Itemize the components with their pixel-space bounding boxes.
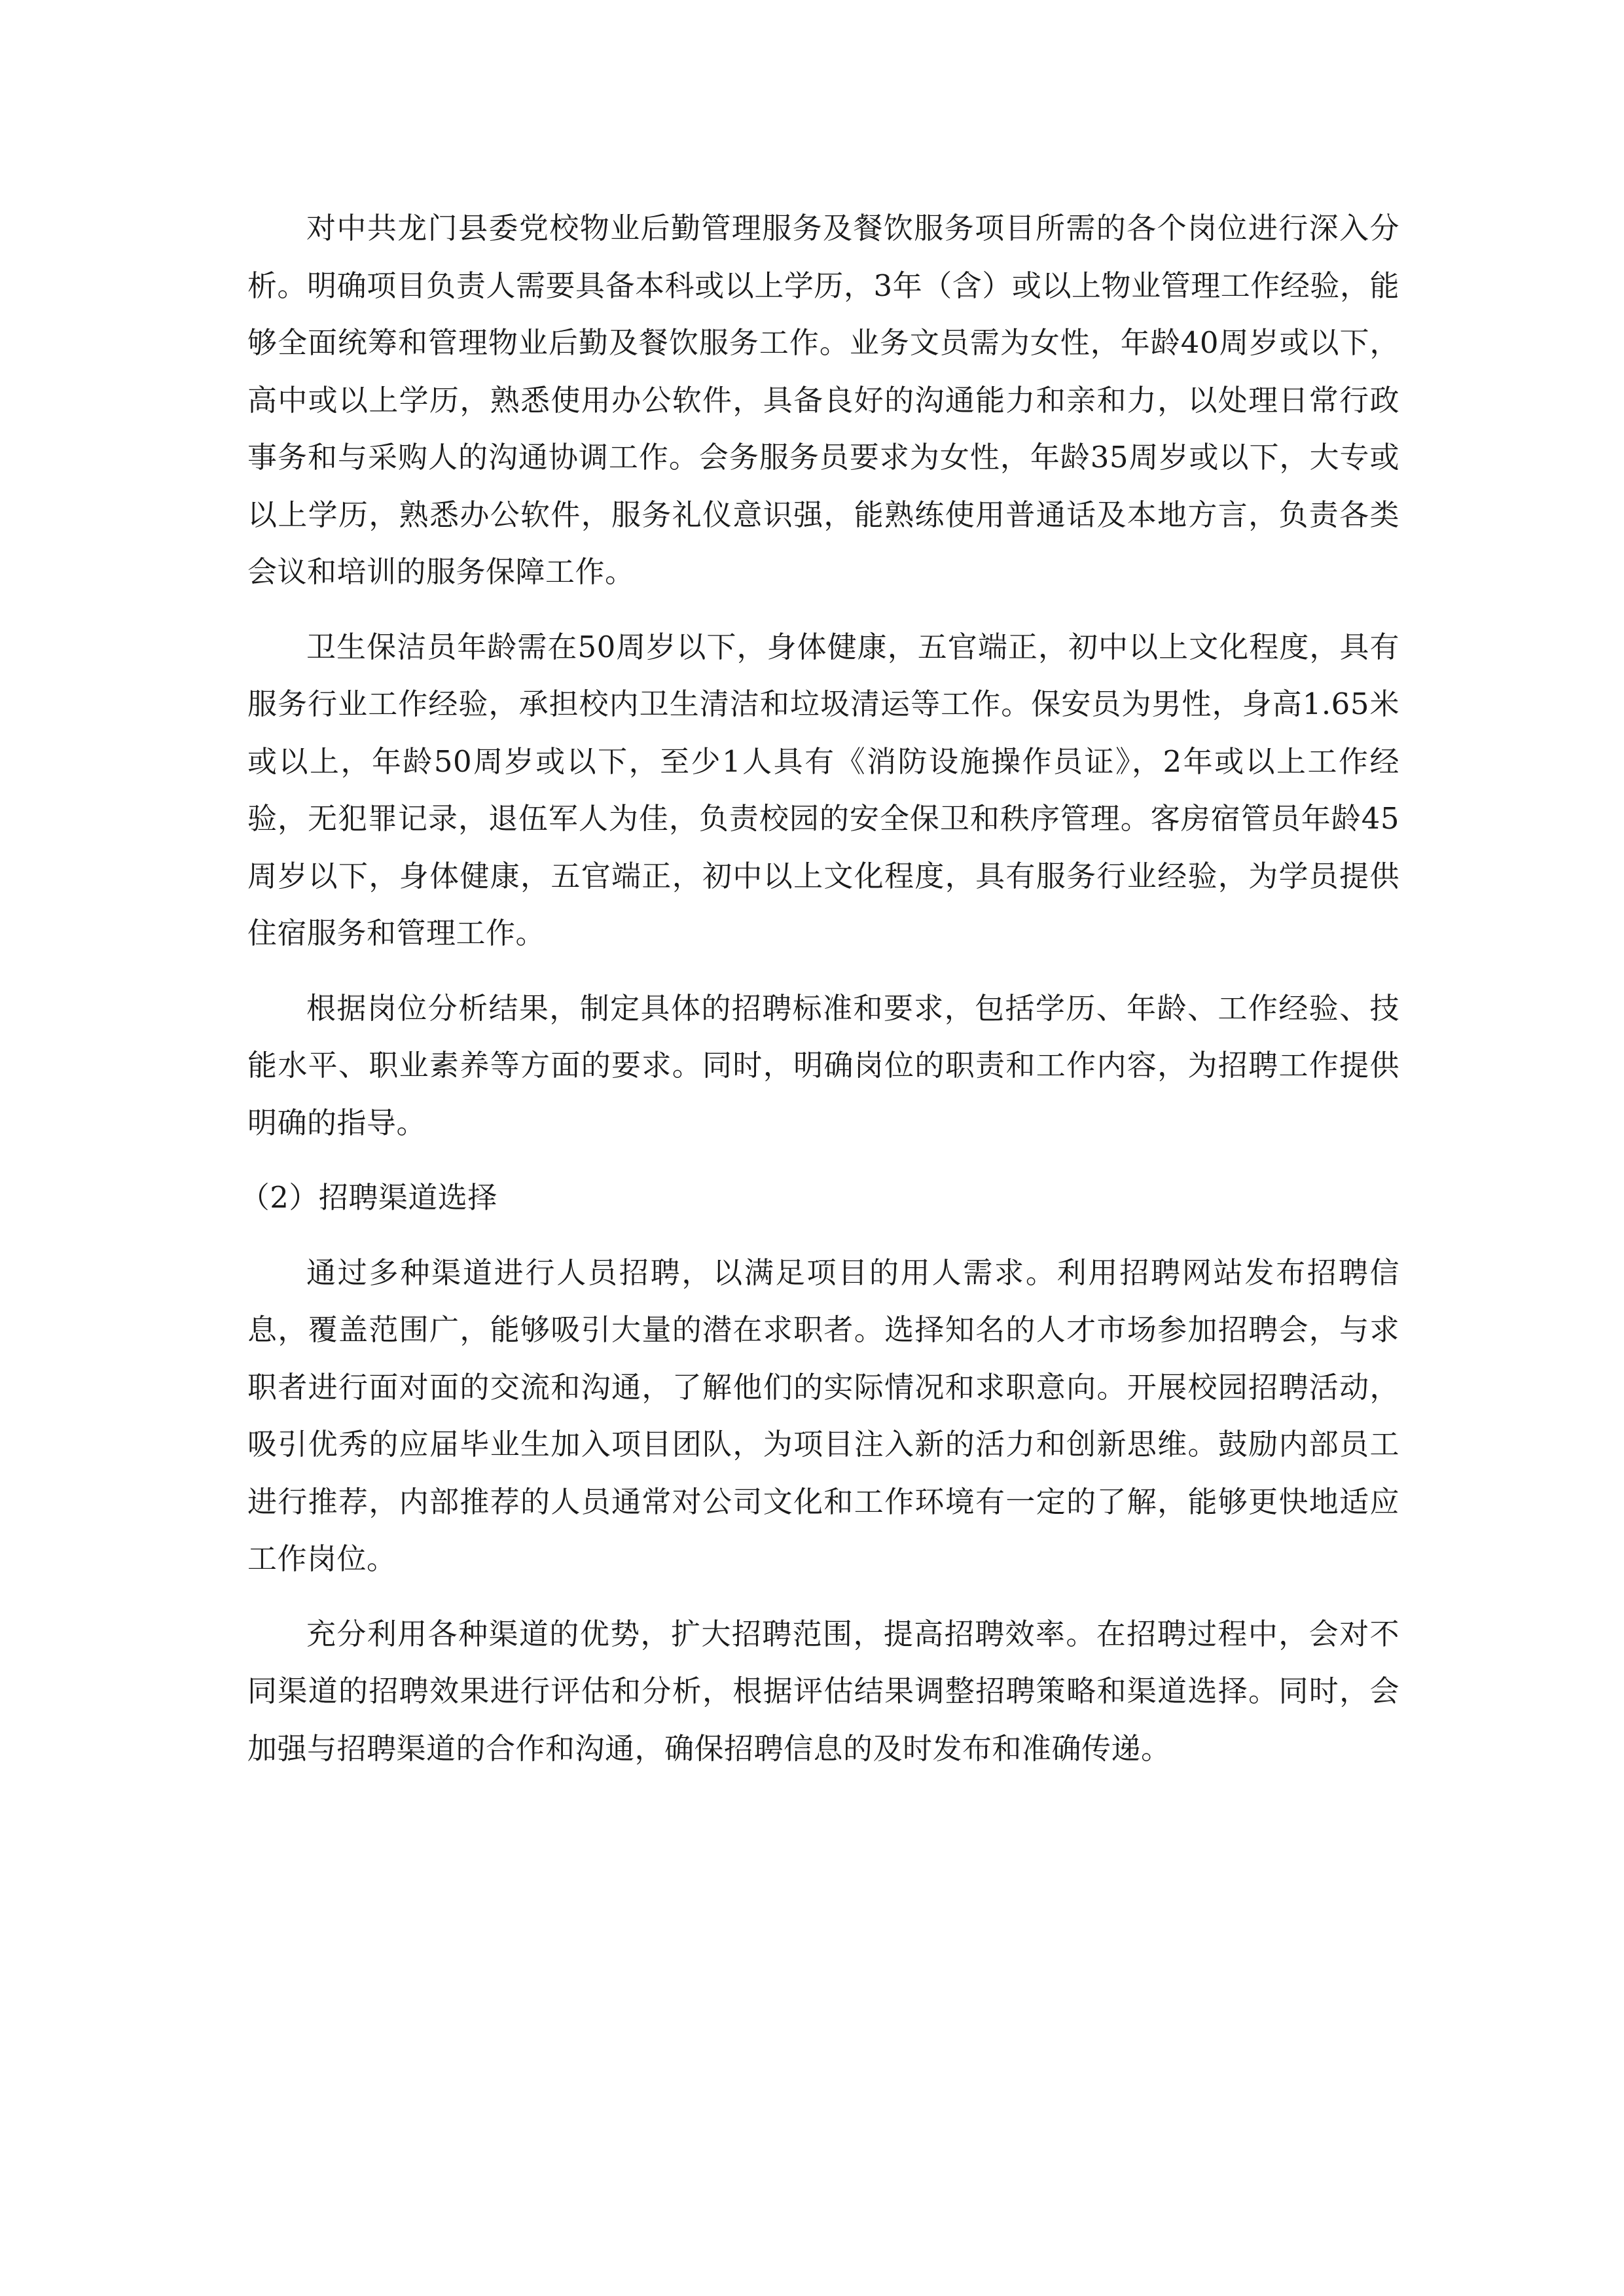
document-body: [240, 200, 1399, 1795]
section-heading-recruitment-channels: （2）招聘渠道选择: [240, 1180, 497, 1215]
paragraph-cleaning-security-staff: 卫生保洁员年龄需在50周岁以下，身体健康，五官端正，初中以上文化程度，具有服务行业工作经验，承担校内卫生清洁和垃圾清运等工作。保安员为男性，身高1.65米或以上，年龄50周岁或以下，至少1人具有《消防设施操作员证》，2年或以上工作经验，无犯罪记录，退伍军人为佳，负责校园的安全保卫和秩序管理。客房宿管员年龄45周岁以下，身体健康，五官端正，初中以上文化程度，具有服务行业经验，为学员提供住宿服务和管理工作。: [247, 629, 1399, 950]
paragraph-job-analysis: 对中共龙门县委党校物业后勤管理服务及餐饮服务项目所需的各个岗位进行深入分析。明确项目负责人需要具备本科或以上学历，3年（含）或以上物业管理工作经验，能够全面统筹和管理物业后勤及餐饮服务工作。业务文员需为女性，年龄40周岁或以下，高中或以上学历，熟悉使用办公软件，具备良好的沟通能力和亲和力，以处理日常行政事务和与采购人的沟通协调工作。会务服务员要求为女性，年龄35周岁或以下，大专或以上学历，熟悉办公软件，服务礼仪意识强，能熟练使用普通话及本地方言，负责各类会议和培训的服务保障工作。: [247, 211, 1399, 589]
paragraph-channel-optimization: 充分利用各种渠道的优势，扩大招聘范围，提高招聘效率。在招聘过程中，会对不同渠道的招聘效果进行评估和分析，根据评估结果调整招聘策略和渠道选择。同时，会加强与招聘渠道的合作和沟通，确保招聘信息的及时发布和准确传递。: [247, 1616, 1399, 1766]
paragraph-recruitment-standards: 根据岗位分析结果，制定具体的招聘标准和要求，包括学历、年龄、工作经验、技能水平、职业素养等方面的要求。同时，明确岗位的职责和工作内容，为招聘工作提供明确的指导。: [247, 990, 1399, 1140]
paragraph-recruitment-channels: 通过多种渠道进行人员招聘，以满足项目的用人需求。利用招聘网站发布招聘信息，覆盖范围广，能够吸引大量的潜在求职者。选择知名的人才市场参加招聘会，与求职者进行面对面的交流和沟通，了解他们的实际情况和求职意向。开展校园招聘活动，吸引优秀的应届毕业生加入项目团队，为项目注入新的活力和创新思维。鼓励内部员工进行推荐，内部推荐的人员通常对公司文化和工作环境有一定的了解，能够更快地适应工作岗位。: [247, 1255, 1399, 1576]
